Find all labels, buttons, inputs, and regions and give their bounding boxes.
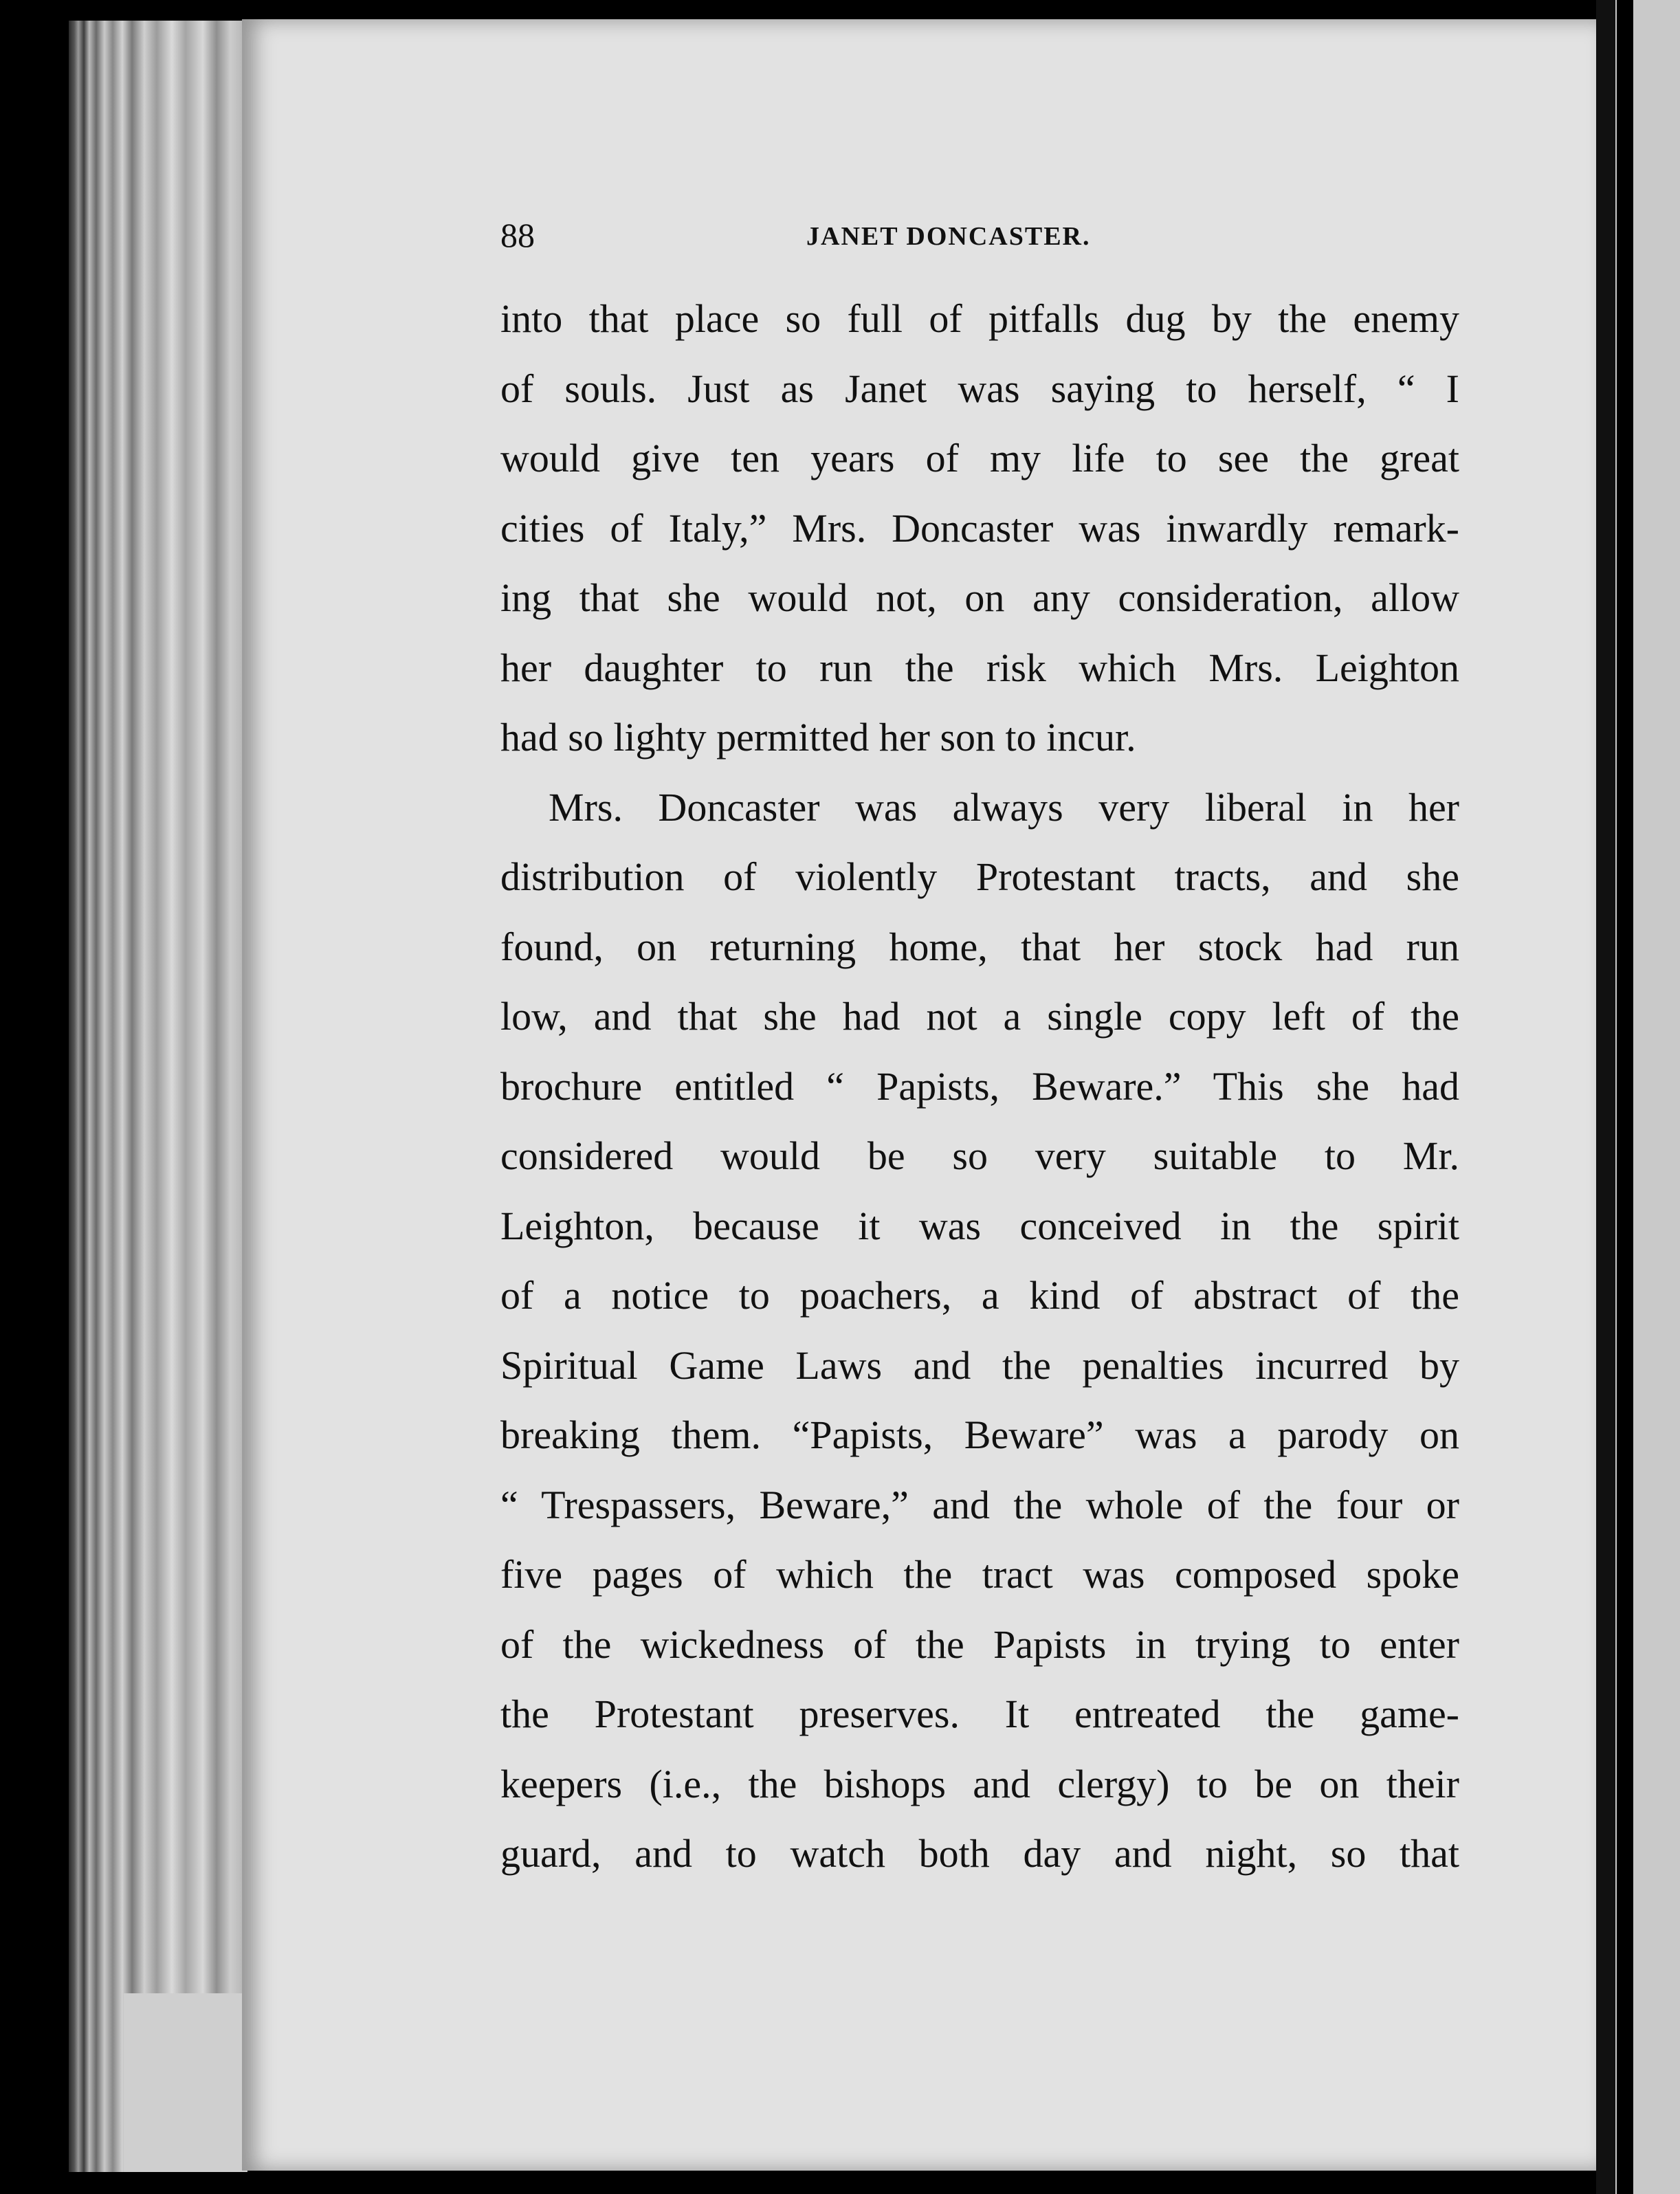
body-text <box>500 284 1459 1889</box>
text-line: considered would be so very suitable to Mr. <box>500 1133 1459 1178</box>
paragraph-1 <box>500 284 1459 773</box>
facing-page-shadow <box>1617 0 1633 2194</box>
paragraph-2 <box>500 773 1459 1889</box>
running-title: JANET DONCASTER. <box>806 222 1091 251</box>
text-line: “ Trespassers, Beware,” and the whole of the four or <box>500 1482 1459 1527</box>
text-line: breaking them. “Papists, Beware” was a parody on <box>500 1412 1459 1457</box>
book-page-edges-lower <box>124 1993 247 2172</box>
text-line: of the wickedness of the Papists in trying to enter <box>500 1621 1459 1667</box>
text-line: into that place so full of pitfalls dug by the enemy <box>500 296 1459 341</box>
running-head <box>500 214 1459 256</box>
text-line: Mrs. Doncaster was always very liberal in her <box>549 784 1459 830</box>
text-line: found, on returning home, that her stock had run <box>500 924 1459 969</box>
text-line: of a notice to poachers, a kind of abstract of the <box>500 1273 1459 1318</box>
book-page-edges <box>69 21 247 2172</box>
text-line: her daughter to run the risk which Mrs. Leighton <box>500 645 1459 690</box>
text-line: low, and that she had not a single copy left of the <box>500 994 1459 1039</box>
text-line: had so lighty permitted her son to incur. <box>500 715 1136 760</box>
text-line: cities of Italy,” Mrs. Doncaster was inwardly remark- <box>500 505 1459 551</box>
text-line: distribution of violently Protestant tracts, and she <box>500 854 1459 899</box>
text-line: keepers (i.e., the bishops and clergy) to be on their <box>500 1761 1459 1806</box>
text-line: Spiritual Game Laws and the penalties incurred by <box>500 1342 1459 1388</box>
text-line: brochure entitled “ Papists, Beware.” This she had <box>500 1063 1459 1109</box>
text-line: Leighton, because it was conceived in the spirit <box>500 1203 1459 1248</box>
text-line: would give ten years of my life to see the great <box>500 436 1459 480</box>
page-number: 88 <box>500 216 535 254</box>
text-line: five pages of which the tract was composed spoke <box>500 1552 1459 1597</box>
text-line: ing that she would not, on any consideration, allow <box>500 575 1459 620</box>
text-line: of souls. Just as Janet was saying to herself, “ I <box>500 366 1459 411</box>
text-line: the Protestant preserves. It entreated the game- <box>500 1692 1459 1736</box>
gutter-shadow <box>1596 0 1615 2194</box>
text-line: guard, and to watch both day and night, so that <box>500 1831 1459 1876</box>
